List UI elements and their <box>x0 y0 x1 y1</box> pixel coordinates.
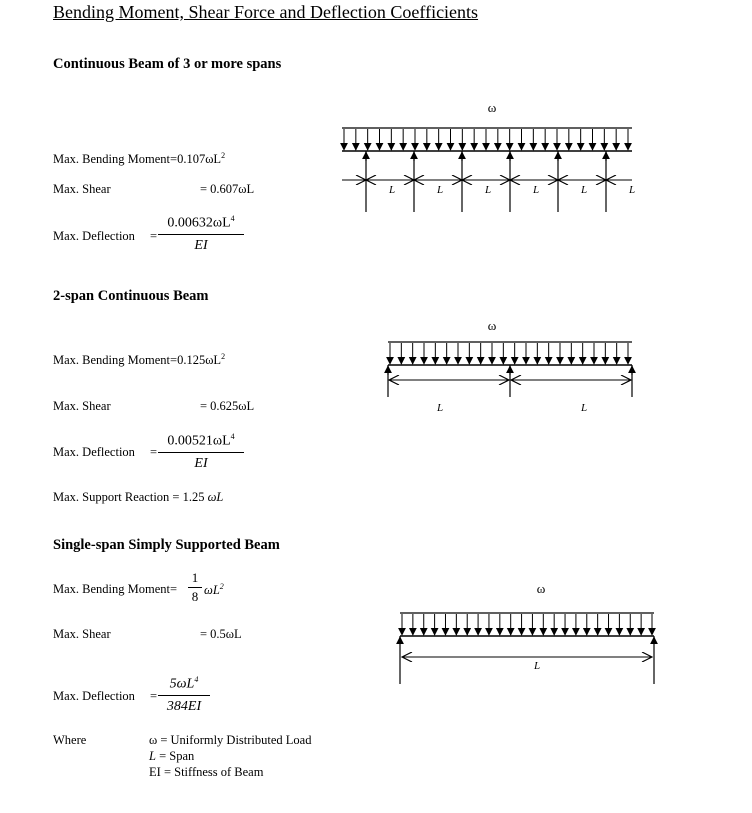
span-labels <box>388 184 635 196</box>
udl-arrows <box>344 129 628 150</box>
moment-label: Max. Bending Moment= <box>53 152 178 167</box>
span-label: L <box>532 184 540 196</box>
legend-item-span: L = Span <box>149 749 195 763</box>
section-heading-continuous-3-span: Continuous Beam of 3 or more spans <box>53 56 282 72</box>
span-label: L <box>484 184 492 196</box>
max-shear-value: = 0.607ωL <box>200 182 255 196</box>
span-label: L <box>436 184 444 196</box>
moment-fraction-numerator: 1 <box>188 570 202 588</box>
max-shear-value: = 0.5ωL <box>200 627 242 641</box>
moment-exponent: 2 <box>221 352 226 361</box>
moment-label: Max. Bending Moment= <box>53 353 178 368</box>
udl-arrows <box>402 614 652 635</box>
deflection-denominator: EI <box>194 455 208 471</box>
page-title: Bending Moment, Shear Force and Deflection Coefficients <box>53 2 479 22</box>
supports <box>366 151 606 212</box>
section-heading-single-span: Single-span Simply Supported Beam <box>53 537 280 553</box>
deflection-numerator: $0.00521\omega L^4$ <box>158 432 244 453</box>
continuous-beam-diagram <box>342 100 635 212</box>
deflection-denominator: 384EI <box>166 698 202 714</box>
load-symbol: ω <box>487 318 497 333</box>
moment-value: 0.125ωL <box>177 353 222 368</box>
udl-arrows <box>390 343 628 364</box>
moment-exponent: 2 <box>221 151 226 160</box>
moment-value: 0.107ωL <box>177 152 222 167</box>
deflection-denominator: EI <box>194 237 208 253</box>
max-deflection-label: Max. Deflection <box>53 445 135 459</box>
where-label: Where <box>53 733 87 747</box>
max-bending-moment-label: Max. Bending Moment= <box>53 582 178 596</box>
supports <box>388 365 632 397</box>
equals-sign: = <box>150 229 158 243</box>
span-label: L <box>533 660 541 672</box>
legend-item-load: ω = Uniformly Distributed Load <box>149 733 312 747</box>
moment-fraction-denominator: 8 <box>191 589 199 604</box>
max-shear-label: Max. Shear <box>53 399 111 413</box>
two-span-beam-diagram <box>388 318 632 414</box>
load-symbol: ω <box>536 581 546 596</box>
max-deflection-label: Max. Deflection <box>53 689 135 703</box>
equals-sign: = <box>150 689 158 703</box>
max-shear-label: Max. Shear <box>53 627 111 641</box>
max-shear-value: = 0.625ωL <box>200 399 255 413</box>
section-heading-2-span: 2-span Continuous Beam <box>53 288 209 304</box>
max-support-reaction: Max. Support Reaction = 1.25 ωL <box>53 490 224 504</box>
span-label: L <box>628 184 636 196</box>
max-shear-label: Max. Shear <box>53 182 111 196</box>
moment-value: $\omega L^2$ <box>204 582 224 598</box>
equals-sign: = <box>150 445 158 459</box>
legend-item-stiffness: EI = Stiffness of Beam <box>149 765 264 779</box>
max-deflection-label: Max. Deflection <box>53 229 135 243</box>
supports <box>400 636 654 684</box>
deflection-numerator: $5\omega L^4$ <box>158 675 210 696</box>
deflection-numerator: $0.00632\omega L^4$ <box>158 214 244 235</box>
single-span-beam-diagram <box>400 581 654 684</box>
span-label: L <box>580 402 588 414</box>
span-label: L <box>388 184 396 196</box>
span-label: L <box>436 402 444 414</box>
span-label: L <box>580 184 588 196</box>
load-symbol: ω <box>487 100 497 115</box>
